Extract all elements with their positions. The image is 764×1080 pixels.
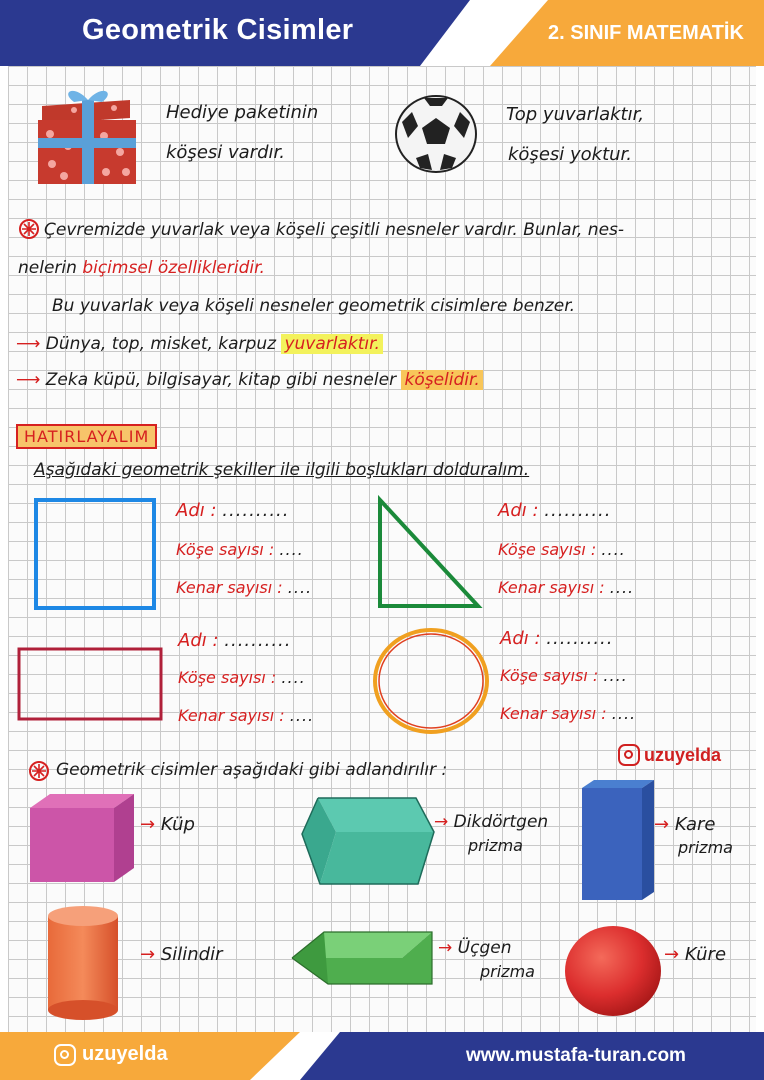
name-label: Adı : xyxy=(176,500,217,521)
corner-label: Köşe sayısı : xyxy=(498,540,597,559)
square-prism-image xyxy=(580,778,656,904)
soccer-ball-image xyxy=(394,94,478,174)
flower-bullet-icon xyxy=(28,760,50,782)
ball-text-line1: Top yuvarlaktır, xyxy=(506,104,645,125)
right-triangle-shape xyxy=(374,494,484,612)
circle-name-row xyxy=(500,628,613,649)
remember-instruction: Aşağıdaki geometrik şekiller ile ilgili boşlukları dolduralım. xyxy=(34,460,530,480)
grade-subject-label: 2. SINIF MATEMATİK xyxy=(548,22,744,44)
cornered-highlight: köşelidir. xyxy=(401,370,482,390)
gift-box-image xyxy=(34,86,140,188)
circle-shape xyxy=(370,626,492,736)
paragraph-line2-emphasis: biçimsel özellikleridir. xyxy=(82,258,265,278)
triangle-corner-row xyxy=(498,540,626,559)
remember-badge: HATIRLAYALIM xyxy=(16,424,157,449)
corner-label: Köşe sayısı : xyxy=(178,668,277,687)
sphere-label: Küre xyxy=(684,944,727,965)
triangle-name-row xyxy=(498,500,611,521)
edge-label: Kenar sayısı : xyxy=(498,578,605,597)
rect-prism-label-1: Dikdörtgen xyxy=(453,812,549,832)
square-name-row xyxy=(176,500,289,521)
triangle-edge-row xyxy=(498,578,634,597)
rectangle-edge-row xyxy=(178,706,314,725)
gift-text-line1: Hediye paketinin xyxy=(166,102,319,123)
corner-blank[interactable]: .... xyxy=(279,540,304,559)
round-highlight: yuvarlaktır. xyxy=(281,334,383,354)
paragraph-line4 xyxy=(16,334,383,354)
paragraph-line3: Bu yuvarlak veya köşeli nesneler geometrik cisimlere benzer. xyxy=(52,296,576,316)
paragraph-line2-start: nelerin xyxy=(18,258,77,278)
arrow-icon: → xyxy=(654,814,670,835)
cylinder-label: Silindir xyxy=(160,944,223,965)
rect-prism-label-row xyxy=(434,812,548,832)
corner-blank[interactable]: .... xyxy=(281,668,306,687)
square-prism-label-1: Kare xyxy=(674,814,716,835)
circle-corner-row xyxy=(500,666,628,685)
edge-label: Kenar sayısı : xyxy=(178,706,285,725)
square-prism-label-row xyxy=(654,814,716,835)
rectangle-corner-row xyxy=(178,668,306,687)
gift-text-line2: köşesi vardır. xyxy=(166,142,285,163)
edge-blank[interactable]: .... xyxy=(609,578,635,597)
tri-prism-label-2: prizma xyxy=(480,962,535,981)
solids-intro: Geometrik cisimler aşağıdaki gibi adlandırılır : xyxy=(56,760,448,780)
edge-blank[interactable]: .... xyxy=(289,706,315,725)
name-label: Adı : xyxy=(498,500,539,521)
triangular-prism-image xyxy=(288,928,438,988)
arrow-icon: → xyxy=(434,812,449,832)
name-label: Adı : xyxy=(500,628,541,649)
name-blank[interactable]: .......... xyxy=(222,500,290,521)
round-objects-text: Dünya, top, misket, karpuz xyxy=(45,334,277,354)
square-edge-row xyxy=(176,578,312,597)
arrow-icon: ⟶ xyxy=(16,370,41,390)
page-title: Geometrik Cisimler xyxy=(82,14,354,46)
corner-blank[interactable]: .... xyxy=(603,666,628,685)
paragraph-line1: Çevremizde yuvarlak veya köşeli çeşitli nesneler vardır. Bunlar, nes- xyxy=(44,220,625,240)
cube-label-row xyxy=(140,814,195,835)
tri-prism-label-1: Üçgen xyxy=(457,938,512,958)
edge-blank[interactable]: .... xyxy=(287,578,313,597)
rectangle-shape xyxy=(16,646,164,722)
arrow-icon: → xyxy=(140,944,156,965)
corner-label: Köşe sayısı : xyxy=(176,540,275,559)
footer-instagram[interactable] xyxy=(54,1043,168,1066)
instagram-icon xyxy=(54,1044,76,1066)
cylinder-image xyxy=(44,904,122,1022)
name-blank[interactable]: .......... xyxy=(544,500,612,521)
sphere-label-row xyxy=(664,944,726,965)
name-label: Adı : xyxy=(178,630,219,651)
instagram-handle-text: uzuyelda xyxy=(644,744,722,765)
arrow-icon: → xyxy=(664,944,680,965)
footer-website-link[interactable]: www.mustafa-turan.com xyxy=(466,1045,686,1066)
rectangle-name-row xyxy=(178,630,291,651)
cylinder-label-row xyxy=(140,944,223,965)
cube-image xyxy=(28,792,138,886)
paragraph-line5 xyxy=(16,370,483,390)
footer-instagram-text: uzuyelda xyxy=(82,1043,168,1065)
cube-label: Küp xyxy=(160,814,195,835)
instagram-handle-mid xyxy=(618,744,721,766)
square-prism-label-2: prizma xyxy=(678,838,733,857)
square-corner-row xyxy=(176,540,304,559)
edge-blank[interactable]: .... xyxy=(611,704,637,723)
cornered-objects-text: Zeka küpü, bilgisayar, kitap gibi nesneler xyxy=(45,370,397,390)
square-shape xyxy=(32,496,158,612)
arrow-icon: → xyxy=(140,814,156,835)
ball-text-line2: köşesi yoktur. xyxy=(508,144,633,165)
arrow-icon: ⟶ xyxy=(16,334,41,354)
corner-blank[interactable]: .... xyxy=(601,540,626,559)
edge-label: Kenar sayısı : xyxy=(500,704,607,723)
name-blank[interactable]: .......... xyxy=(224,630,292,651)
instagram-icon xyxy=(618,744,640,766)
rectangular-prism-image xyxy=(300,794,436,888)
rect-prism-label-2: prizma xyxy=(468,836,523,855)
paragraph-line2 xyxy=(18,258,265,278)
sphere-image xyxy=(562,924,664,1018)
edge-label: Kenar sayısı : xyxy=(176,578,283,597)
name-blank[interactable]: .......... xyxy=(546,628,614,649)
circle-edge-row xyxy=(500,704,636,723)
corner-label: Köşe sayısı : xyxy=(500,666,599,685)
flower-bullet-icon xyxy=(18,218,40,240)
arrow-icon: → xyxy=(438,938,453,958)
tri-prism-label-row xyxy=(438,938,511,958)
